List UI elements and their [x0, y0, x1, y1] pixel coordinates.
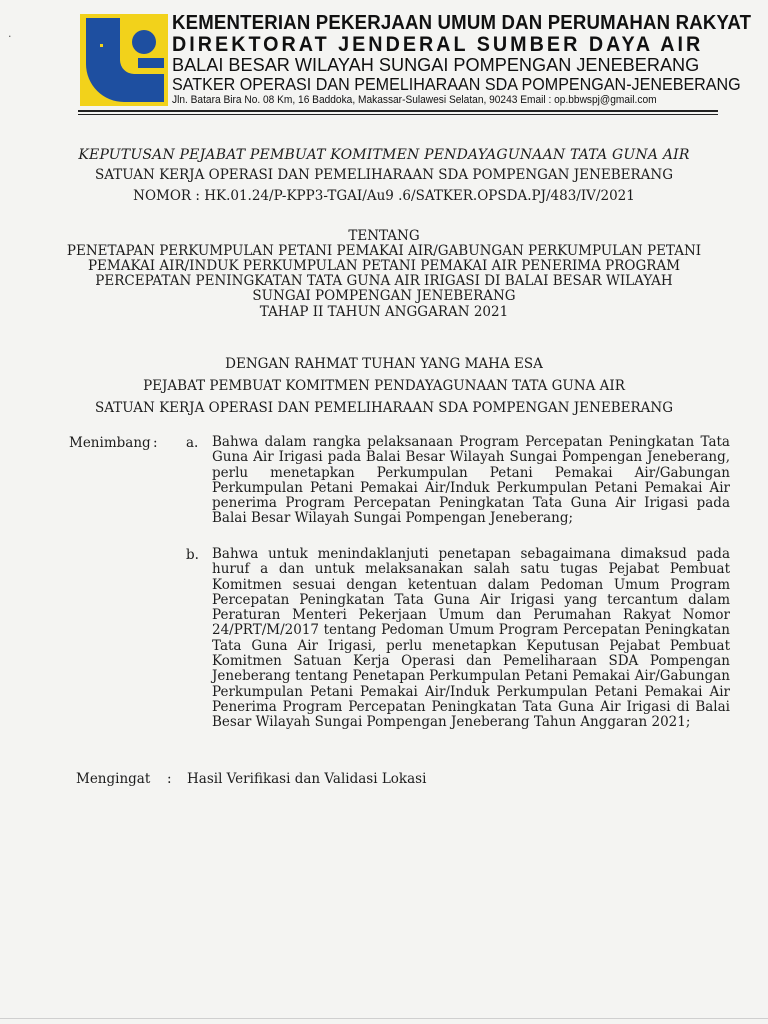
mengingat-label: Mengingat	[76, 771, 151, 787]
letterhead-rule-thin	[78, 114, 718, 115]
subject-line: TAHAP II TAHUN ANGGARAN 2021	[259, 304, 509, 320]
preamble-official: PEJABAT PEMBUAT KOMITMEN PENDAYAGUNAAN TATA GUNA AIR	[143, 378, 625, 394]
decree-unit: SATUAN KERJA OPERASI DAN PEMELIHARAAN SDA POMPENGAN JENEBERANG	[94, 167, 673, 183]
subject-line: PENETAPAN PERKUMPULAN PETANI PEMAKAI AIR/GABUNGAN PERKUMPULAN PETANI	[66, 243, 702, 259]
clause-b-marker: b.	[186, 547, 199, 563]
balai-name: BALAI BESAR WILAYAH SUNGAI POMPENGAN JENEBERANG	[172, 54, 700, 75]
decree-title: KEPUTUSAN PEJABAT PEMBUAT KOMITMEN PENDAYAGUNAAN TATA GUNA AIR	[78, 147, 690, 163]
letterhead-rule-thick	[78, 110, 718, 112]
menimbang-colon: :	[153, 435, 158, 451]
subject-heading: TENTANG	[348, 228, 420, 244]
mengingat-colon: :	[167, 771, 172, 787]
page-edge-line	[0, 1018, 768, 1019]
letterhead-address: Jln. Batara Bira No. 08 Km, 16 Baddoka, Makassar-Sulawesi Selatan, 90243 Email : op.bbwspj@gmail.com	[172, 94, 657, 106]
mengingat-text: Hasil Verifikasi dan Validasi Lokasi	[187, 771, 427, 787]
ministry-name: KEMENTERIAN PEKERJAAN UMUM DAN PERUMAHAN RAKYAT	[172, 12, 752, 34]
menimbang-label: Menimbang	[69, 435, 151, 451]
scan-mark: ·	[8, 30, 12, 43]
clause-b-text: Bahwa untuk menindaklanjuti penetapan sebagaimana dimaksud pada huruf a dan untuk melaksanakan salah satu tugas Pejabat Pembuat Komitmen sesuai dengan ketentuan dalam Pedoman Umum Program Percepatan Peningkatan Tata Guna Air Irigasi yang tercantum dalam Peraturan Menteri Pekerjaan Umum dan Perumahan Rakyat Nomor 24/PRT/M/2017 tentang Pedoman Umum Program Percepatan Peningkatan Tata Guna Air Irigasi, perlu menetapkan Keputusan Pejabat Pembuat Komitmen Satuan Kerja Operasi dan Pemeliharaan SDA Pompengan Jeneberang tentang Penetapan Perkumpulan Petani Pemakai Air/Gabungan Perkumpulan Petani Pemakai Air/Induk Perkumpulan Petani Pemakai Air Penerima Program Percepatan Peningkatan Tata Guna Air Irigasi di Balai Besar Wilayah Sungai Pompengan Jeneberang Tahun Anggaran 2021;	[212, 546, 730, 731]
preamble-blessing: DENGAN RAHMAT TUHAN YANG MAHA ESA	[225, 356, 543, 372]
clause-a-text: Bahwa dalam rangka pelaksanaan Program Percepatan Peningkatan Tata Guna Air Irigasi pada Balai Besar Wilayah Sungai Pompengan Jeneberang, perlu menetapkan Perkumpulan Petani Pemakai Air/Gabungan Perkumpulan Petani Pemakai Air/Induk Perkumpulan Petani Pemakai Air penerima Program Percepatan Peningkatan Tata Guna Air Irigasi pada Balai Besar Wilayah Sungai Pompengan Jeneberang;	[212, 434, 730, 527]
satker-name: SATKER OPERASI DAN PEMELIHARAAN SDA POMPENGAN-JENEBERANG	[172, 74, 741, 94]
preamble-unit: SATUAN KERJA OPERASI DAN PEMELIHARAAN SDA POMPENGAN JENEBERANG	[94, 400, 673, 416]
directorate-name: DIREKTORAT JENDERAL SUMBER DAYA AIR	[172, 33, 704, 56]
subject-line: PERCEPATAN PENINGKATAN TATA GUNA AIR IRIGASI DI BALAI BESAR WILAYAH	[95, 273, 673, 289]
ministry-logo	[80, 14, 168, 106]
decree-number: NOMOR : HK.01.24/P-KPP3-TGAI/Au9 .6/SATKER.OPSDA.PJ/483/IV/2021	[133, 188, 635, 204]
clause-a-marker: a.	[186, 435, 199, 451]
subject-line: PEMAKAI AIR/INDUK PERKUMPULAN PETANI PEMAKAI AIR PENERIMA PROGRAM	[87, 258, 681, 274]
subject-line: SUNGAI POMPENGAN JENEBERANG	[252, 288, 516, 304]
